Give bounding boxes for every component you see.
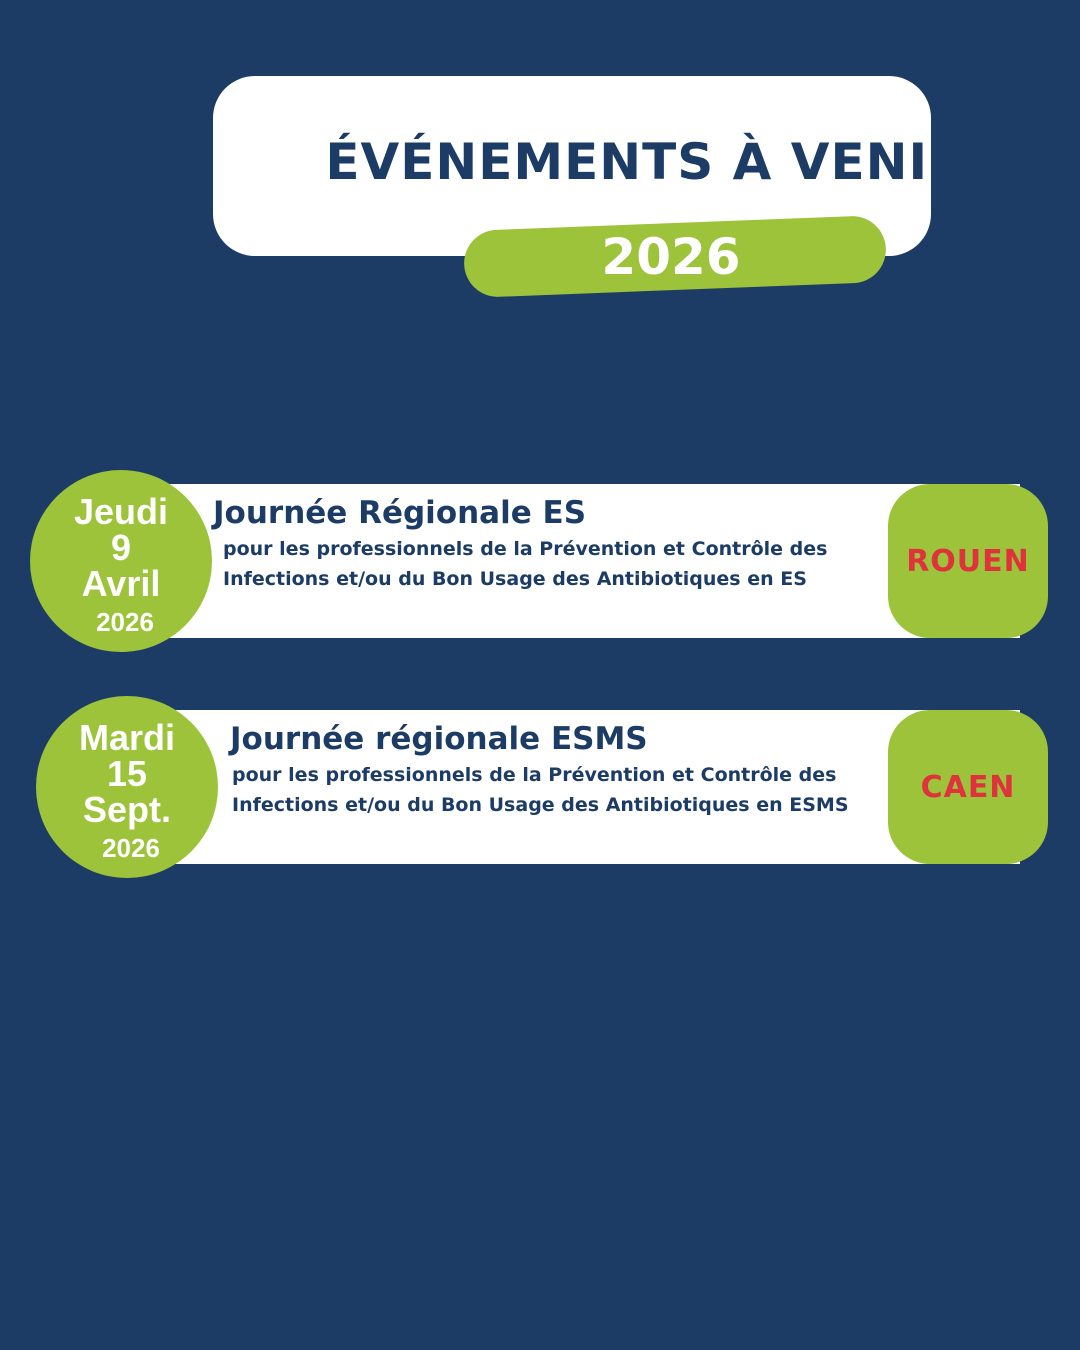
event-card[interactable] (0, 470, 1080, 655)
event-text (230, 720, 872, 820)
event-text (213, 494, 883, 594)
city-badge (888, 484, 1048, 638)
city-badge (888, 710, 1048, 864)
date-stack (36, 717, 218, 864)
event-month: Avril (81, 563, 161, 604)
event-city: ROUEN (906, 543, 1030, 579)
event-weekday: Mardi (78, 717, 175, 758)
event-title: Journée Régionale ES (213, 495, 587, 531)
date-circle (36, 696, 218, 878)
date-circle (30, 470, 212, 652)
date-stack (30, 491, 212, 638)
event-description: pour les professionnels de la Prévention et Contrôle des Infections et/ou du Bon Usage des Antibiotiques en ES (223, 538, 828, 590)
event-year: 2026 (96, 607, 154, 637)
year-label: 2026 (601, 228, 741, 286)
event-title: Journée régionale ESMS (230, 721, 648, 757)
event-description: pour les professionnels de la Prévention et Contrôle des Infections et/ou du Bon Usage des Antibiotiques en ESMS (232, 764, 849, 816)
event-year: 2026 (102, 833, 160, 863)
event-day-number: 9 (110, 527, 132, 568)
page-title: ÉVÉNEMENTS À VENIR (325, 133, 968, 191)
event-card[interactable] (0, 696, 1080, 881)
event-city: CAEN (920, 769, 1016, 805)
event-weekday: Jeudi (73, 491, 169, 532)
event-month: Sept. (82, 789, 171, 830)
event-day-number: 15 (106, 753, 148, 794)
